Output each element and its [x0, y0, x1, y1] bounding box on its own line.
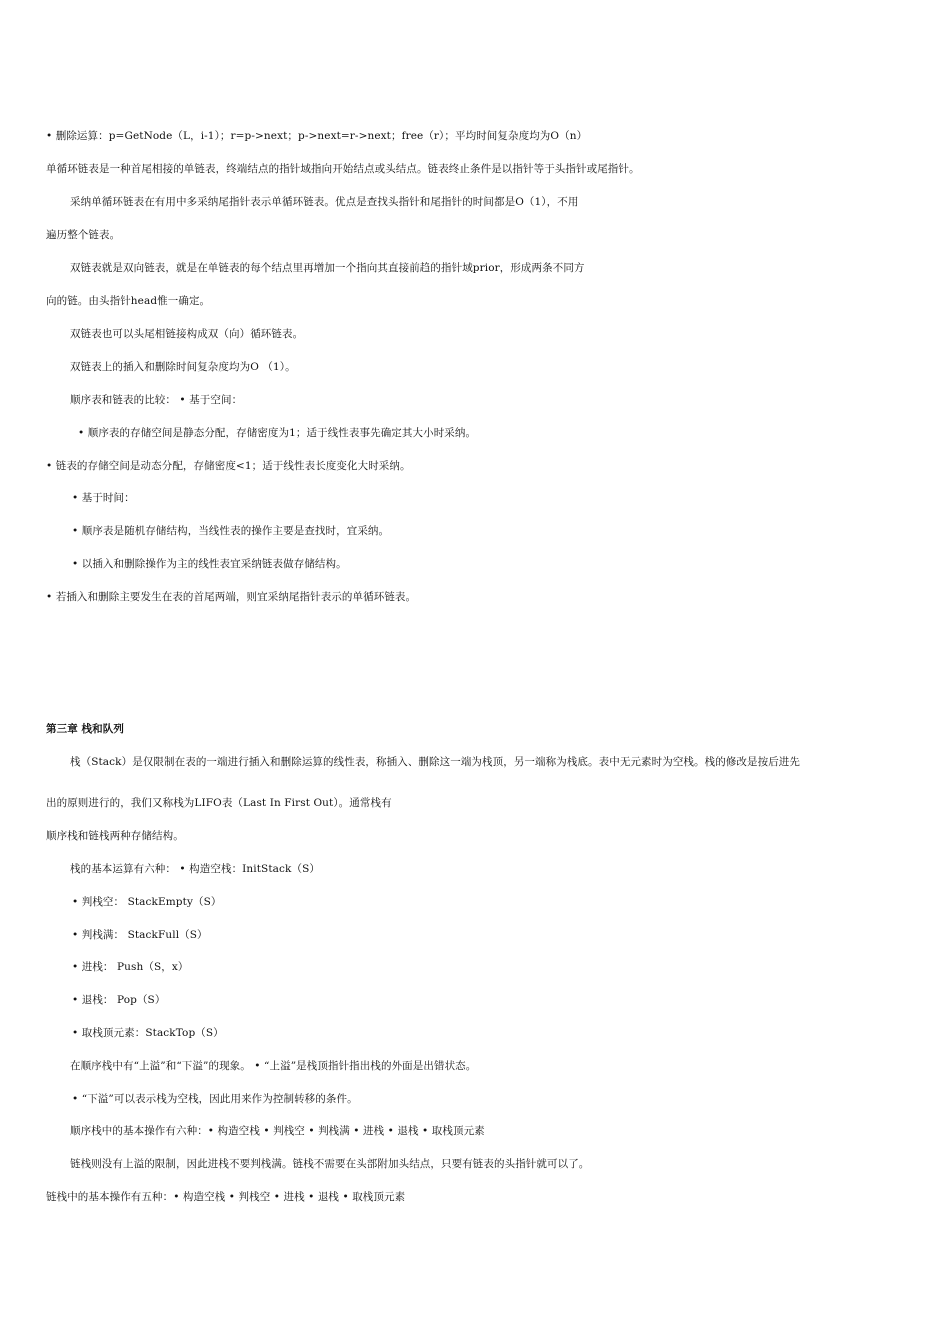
- text-line: • 判栈空： StackEmpty（S）: [72, 896, 222, 908]
- text-line: 采纳单循环链表在有用中多采纳尾指针表示单循环链表。优点是查找头指针和尾指针的时间都是O（1），不用: [70, 196, 579, 208]
- text-line: 出的原则进行的，我们又称栈为LIFO表（Last In First Out）。通常栈有: [46, 797, 392, 809]
- text-line: • 基于时间：: [72, 492, 135, 504]
- text-line: 栈的基本运算有六种： • 构造空栈：InitStack（S）: [70, 863, 320, 875]
- text-line: 双链表上的插入和删除时间复杂度均为O （1）。: [70, 361, 296, 373]
- text-line: 顺序表和链表的比较： • 基于空间：: [70, 394, 243, 406]
- text-line: 双链表也可以头尾相链接构成双（向）循环链表。: [70, 328, 304, 340]
- text-line: 链栈则没有上溢的限制，因此进栈不要判栈满。链栈不需要在头部附加头结点，只要有链表的头指针就可以了。: [70, 1158, 590, 1170]
- text-line: • 退栈： Pop（S）: [72, 994, 166, 1006]
- text-line: • 顺序表是随机存储结构，当线性表的操作主要是查找时，宜采纳。: [72, 525, 390, 537]
- text-line: 向的链。由头指针head惟一确定。: [46, 295, 211, 307]
- text-line: 遍历整个链表。: [46, 229, 121, 241]
- text-line: • 判栈满： StackFull（S）: [72, 929, 208, 941]
- text-line: • 链表的存储空间是动态分配，存储密度<1；适于线性表长度变化大时采纳。: [46, 460, 411, 472]
- text-line: 链栈中的基本操作有五种：• 构造空栈 • 判栈空 • 进栈 • 退栈 • 取栈顶元素: [46, 1191, 406, 1203]
- text-line: 双链表就是双向链表，就是在单链表的每个结点里再增加一个指向其直接前趋的指针域prior，形成两条不同方: [70, 262, 585, 274]
- chapter-heading: 第三章 栈和队列: [46, 723, 124, 735]
- text-line: • 取栈顶元素：StackTop（S）: [72, 1027, 224, 1039]
- text-line: 在顺序栈中有“上溢”和“下溢”的现象。 • “上溢”是栈顶指针指出栈的外面是出错状态。: [70, 1060, 477, 1072]
- text-line: • 以插入和删除操作为主的线性表宜采纳链表做存储结构。: [72, 558, 347, 570]
- text-line: 顺序栈中的基本操作有六种：• 构造空栈 • 判栈空 • 判栈满 • 进栈 • 退栈 • 取栈顶元素: [70, 1125, 485, 1137]
- text-line: • 删除运算：p=GetNode（L，i-1）；r=p->next；p->next=r->next；free（r）；平均时间复杂度均为O（n）: [46, 130, 588, 142]
- text-line: • 进栈： Push（S，x）: [72, 961, 189, 973]
- text-line: • 若插入和删除主要发生在表的首尾两端，则宜采纳尾指针表示的单循环链表。: [46, 591, 417, 603]
- text-line: 单循环链表是一种首尾相接的单链表，终端结点的指针域指向开始结点或头结点。链表终止条件是以指针等于头指针或尾指针。: [46, 163, 640, 175]
- text-line: 栈（Stack）是仅限制在表的一端进行插入和删除运算的线性表，称插入、删除这一端为栈顶，另一端称为栈底。表中无元素时为空栈。栈的修改是按后进先: [70, 756, 801, 768]
- text-line: 顺序栈和链栈两种存储结构。: [46, 830, 184, 842]
- text-line: • 顺序表的存储空间是静态分配，存储密度为1；适于线性表事先确定其大小时采纳。: [78, 427, 477, 439]
- text-line: • “下溢”可以表示栈为空栈，因此用来作为控制转移的条件。: [72, 1093, 358, 1105]
